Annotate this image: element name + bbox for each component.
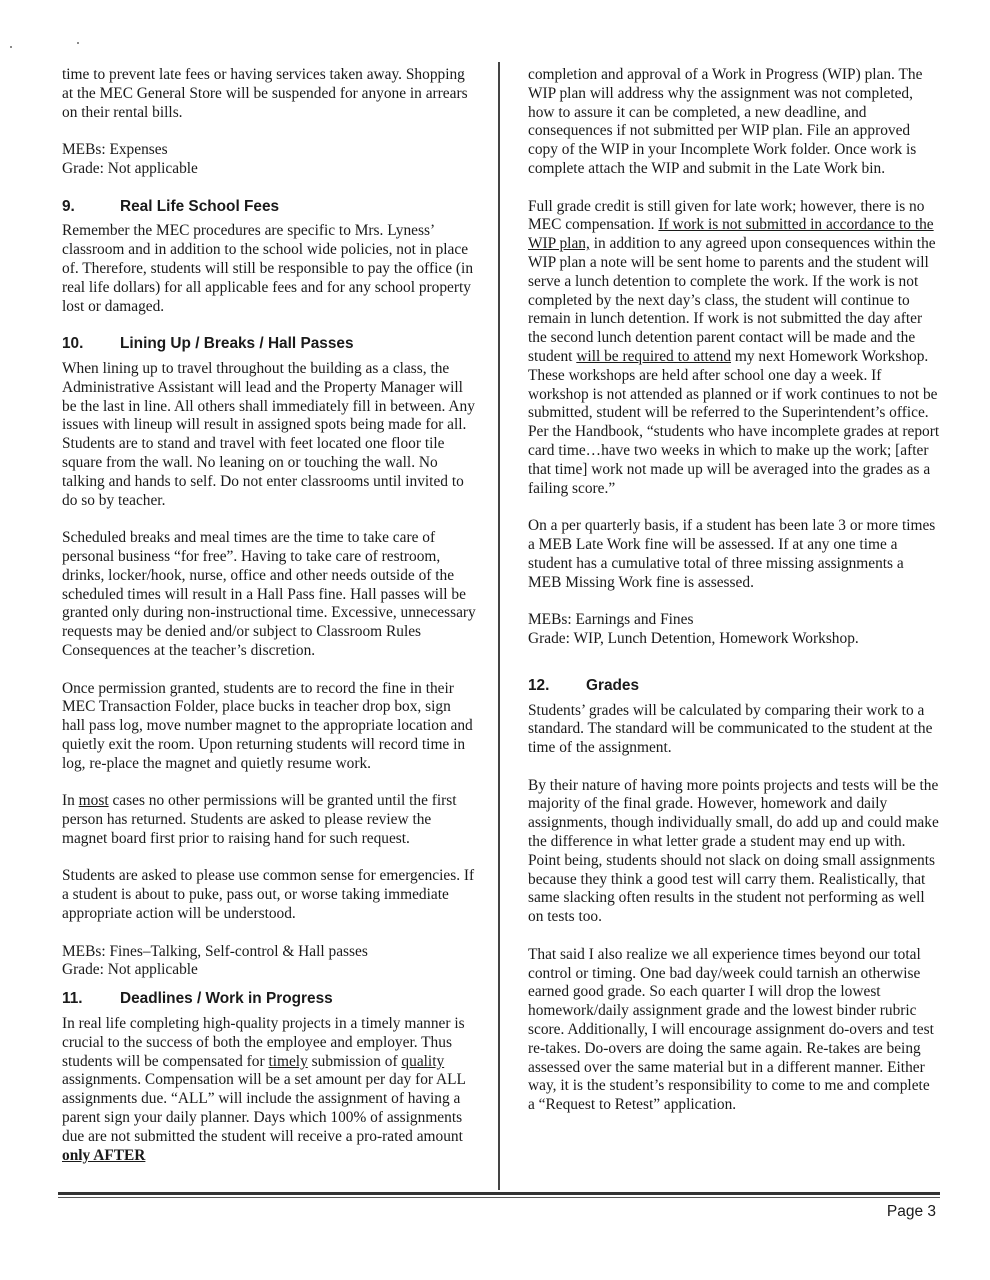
section-9-paragraph: Remember the MEC procedures are specific to Mrs. Lyness’ classroom and in addition to the school wide policies, not in place of. Therefore, students will still be responsible to pay the office (in real life dollars) for all applicable fees and for any school property lost or damaged. (62, 222, 474, 315)
section-11-late-work-paragraph: Full grade credit is still given for late work; however, there is no MEC compensation. If work is not submitted in accordance to the WIP plan, in addition to any agreed upon consequences within the WIP plan a note will be sent home to parents and the student will serve a lunch detention to complete the work. If the work is not completed by the next day’s class, the student will continue to remain in lunch detention. If work is not submitted the day after the second lunch detention parent contact will be made and the student will be required to attend my next Homework Workshop. These workshops are held after school one day a week. If workshop is not attended as planned or if work continues to not be submitted, student will be referred to the Superintendent’s office. Per the Handbook, “students who have incomplete grades at report card time…have two weeks in which to make up the work; [after that time] work not made up will be averaged into the grades as a failing score.” (528, 197, 940, 497)
section-11-quarterly-paragraph: On a per quarterly basis, if a student has been late 3 or more times a MEB Late Work fine will be assessed. If at any one time a student has a cumulative total of three missing assignments a MEB Missing Work fine is assessed. (528, 517, 936, 591)
scan-speck (77, 42, 79, 44)
intro-paragraph: time to prevent late fees or having services taken away. Shopping at the MEC General Store will be suspended for anyone in arrears on their rental bills. (62, 66, 468, 121)
right-column (528, 66, 940, 1134)
section-title: Real Life School Fees (120, 197, 280, 215)
footer-rule (58, 1192, 940, 1195)
section-title: Grades (586, 676, 640, 694)
section-number: 11. (62, 990, 83, 1008)
section-12-paragraph-3: That said I also realize we all experience times beyond our total control or timing. One bad day/week could tarnish an otherwise earned good grade. So each quarter I will drop the lowest homework/daily assignment grade and the lowest binder rubric score. Additionally, I will encourage assignment do-overs and test re-takes. Do-overs are doing the same again. Re-takes are being assessed over the same material but in a different manner. Either way, it is the student’s responsibility to come to me and complete a “Request to Retest” application. (528, 945, 934, 1114)
section-9-heading (62, 198, 477, 217)
section-number: 12. (528, 676, 550, 694)
section-12-paragraph-2: By their nature of having more points projects and tests will be the majority of the final grade. However, homework and daily assignments, though individually small, do add up and could make the difference in what letter grade a student may end up with. Point being, students should not slack on doing small assignments because they think a good test will carry them. Realistically, that same slacking often results in the student not performing as well on tests too. (528, 776, 939, 926)
page-number: Page 3 (886, 1203, 936, 1220)
section-number: 9. (62, 197, 75, 215)
section-11-mebs: MEBs: Earnings and Fines (528, 611, 694, 629)
intro-mebs: MEBs: Expenses (62, 141, 168, 159)
section-11-continued-paragraph: completion and approval of a Work in Progress (WIP) plan. The WIP plan will address why the assignment was not completed, how to assure it can be completed, a new deadline, and consequences if not submitted per WIP plan. File an approved copy of the WIP in your Incomplete Work folder. Once work is complete attach the WIP and submit in the Late Work bin. (528, 66, 923, 177)
section-10-paragraph-5: Students are asked to please use common sense for emergencies. If a student is about to puke, pass out, or worse taking immediate appropriate action will be understood. (62, 867, 475, 923)
section-12-paragraph-1: Students’ grades will be calculated by comparing their work to a standard. The standard will be communicated to the student at the time of the assignment. (528, 701, 933, 757)
section-10-paragraph-1: When lining up to travel throughout the building as a class, the Administrative Assistant will lead and the Property Manager will be the last in line. All others shall immediately fill in between. Any issues with lineup will result in assigned spots being made for all. Students are to stand and travel with feet located one floor tile square from the wall. No leaning on or touching the wall. No talking and hands to self. Do not enter classrooms until invited to do so by teacher. (62, 359, 475, 509)
column-divider (498, 62, 500, 1190)
left-column (62, 66, 477, 1184)
section-10-grade: Grade: Not applicable (62, 961, 198, 979)
section-10-paragraph-3: Once permission granted, students are to record the fine in their MEC Transaction Folder, place bucks in teacher drop box, sign hall pass log, move number magnet to the appropriate location and quietly exit the room. Upon returning students will record time in log, re-place the magnet and quietly resume work. (62, 679, 473, 772)
section-12-heading (528, 677, 940, 696)
section-10-mebs: MEBs: Fines–Talking, Self-control & Hall passes (62, 942, 368, 960)
section-10-heading (62, 335, 477, 354)
section-10-paragraph-4: In most cases no other permissions will be granted until the first person has returned. Students are asked to please review the magnet board first prior to raising hand for such request. (62, 792, 457, 847)
section-11-paragraph-1: In real life completing high-quality projects in a timely manner is crucial to the success of both the employee and employer. Thus students will be compensated for timely submission of quality assignments. Compensation will be a set amount per day for ALL assignments due. “ALL” will include the assignment of having a parent sign your daily planner. Days which 100% of assignments due are not submitted the student will receive a pro-rated amount only AFTER (62, 1015, 466, 1164)
section-10-paragraph-2: Scheduled breaks and meal times are the time to take care of personal business “for free”. Having to take care of restroom, drinks, locker/hook, nurse, office and other needs outside of the scheduled times will result in a Hall Pass fine. Hall passes will be granted only during non-instructional time. Excessive, unnecessary requests may be denied and/or subject to Classroom Rules Consequences at the teacher’s discretion. (62, 529, 476, 659)
section-number: 10. (62, 335, 84, 353)
section-11-heading (62, 990, 477, 1009)
section-title: Deadlines / Work in Progress (120, 990, 333, 1008)
intro-grade: Grade: Not applicable (62, 159, 198, 177)
section-11-grade: Grade: WIP, Lunch Detention, Homework Workshop. (528, 629, 859, 647)
footer-rule-thin (58, 1197, 940, 1198)
section-title: Lining Up / Breaks / Hall Passes (120, 335, 354, 353)
scan-speck (10, 46, 12, 48)
